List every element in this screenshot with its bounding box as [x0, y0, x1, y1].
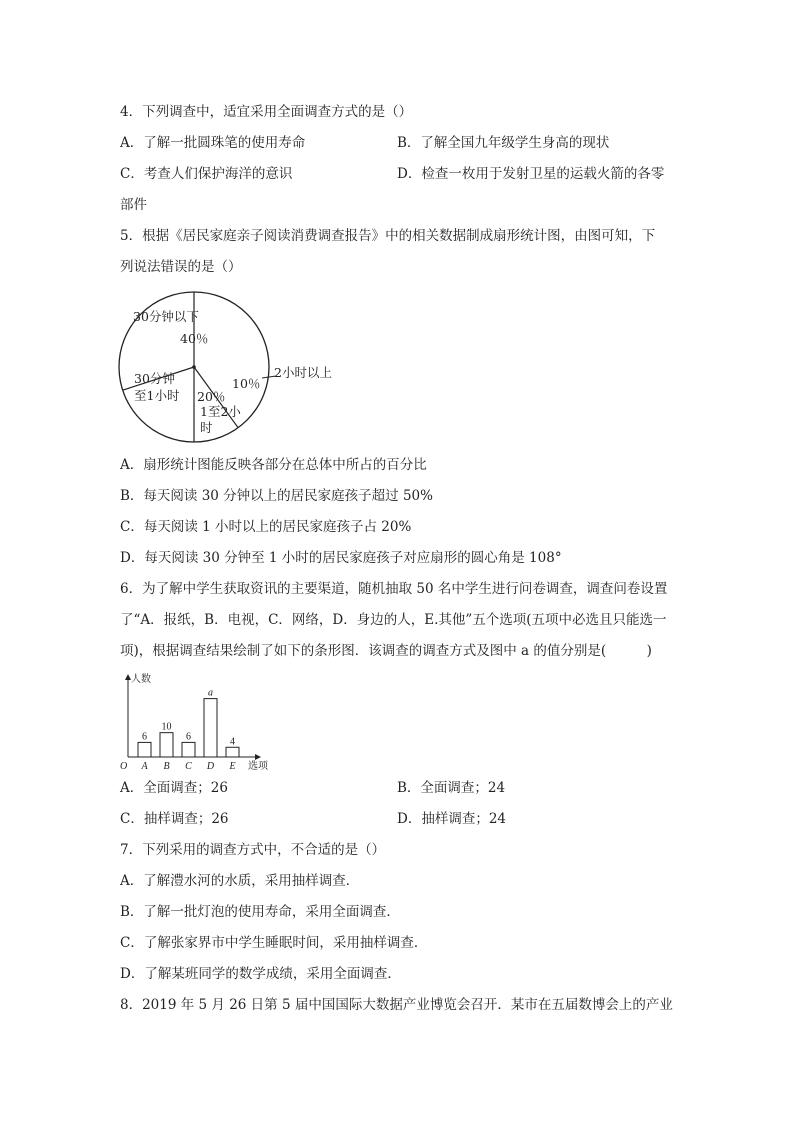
bar-C — [182, 742, 195, 757]
q7-option-d: D．了解某班同学的数学成绩，采用全面调查． — [120, 966, 401, 982]
q5-option-b: B．每天阅读 30 分钟以上的居民家庭孩子超过 50% — [120, 488, 433, 504]
q6-option-b: B．全面调查；24 — [397, 780, 506, 796]
pie-center-dot — [192, 365, 196, 369]
bar-category-label-E: E — [229, 761, 236, 772]
q6-option-d: D．抽样调查；24 — [397, 811, 507, 827]
q4-stem: 4．下列调查中，适宜采用全面调查方式的是（） — [120, 104, 413, 120]
q8-stem: 8．2019 年 5 月 26 日第 5 届中国国际大数据产业博览会召开．某市在五届数博会上的产业 — [120, 997, 673, 1013]
pie-label-30to1-line2: 至1小时 — [134, 388, 180, 403]
q5-option-c: C．每天阅读 1 小时以上的居民家庭孩子占 20% — [120, 519, 412, 535]
q5-stem-line1: 5．根据《居民家庭亲子阅读消费调查报告》中的相关数据制成扇形统计图，由图可知，下 — [120, 228, 656, 244]
pie-label-1to2-pct: 20％ — [197, 389, 226, 404]
pie-label-1to2-line2: 时 — [200, 420, 213, 435]
bar-chart — [118, 668, 278, 774]
q6-option-a: A．全面调查；26 — [120, 780, 228, 796]
q5-option-d: D．每天阅读 30 分钟至 1 小时的居民家庭孩子对应扇形的圆心角是 108° — [120, 550, 562, 566]
bar-category-label-A: A — [141, 761, 148, 772]
q4-option-c: C．考查人们保护海洋的意识 — [120, 166, 293, 182]
q7-option-c: C．了解张家界市中学生睡眠时间，采用抽样调查． — [120, 935, 428, 951]
bar-category-label-D: D — [206, 761, 215, 772]
bar-value-label-D: a — [208, 687, 213, 699]
q7-option-b: B．了解一批灯泡的使用寿命，采用全面调查． — [120, 904, 400, 920]
q7-option-a: A．了解澧水河的水质，采用抽样调查． — [120, 873, 360, 889]
q6-option-c: C．抽样调查；26 — [120, 811, 229, 827]
pie-label-lt30-pct: 40％ — [180, 331, 209, 346]
pie-label-gt2-pct: 10％ — [232, 376, 261, 391]
pie-label-30to1-line1: 30分钟 — [134, 371, 175, 386]
bar-value-label-E: 4 — [230, 736, 235, 748]
bar-value-label-B: 10 — [161, 721, 172, 733]
q6-stem-line3: 项)，根据调查结果绘制了如下的条形图．该调查的调查方式及图中 a 的值分别是( ) — [120, 643, 652, 659]
pie-chart — [112, 290, 352, 450]
pie-label-1to2-line1: 1至2小 — [200, 404, 241, 419]
bar-value-label-A: 6 — [142, 731, 147, 743]
q6-stem-line1: 6．为了解中学生获取资讯的主要渠道，随机抽取 50 名中学生进行问卷调查，调查问卷设置 — [120, 581, 668, 597]
q4-option-d-cont: 部件 — [120, 197, 147, 213]
bar-value-label-C: 6 — [186, 731, 191, 743]
bar-origin-label: O — [120, 761, 128, 772]
q6-stem-line2: 了“A．报纸，B．电视，C．网络，D．身边的人，E.其他”五个选项(五项中必选且只能选一 — [120, 612, 667, 628]
bar-D — [204, 699, 217, 757]
bar-category-label-B: B — [163, 761, 170, 772]
q4-option-d: D．检查一枚用于发射卫星的运载火箭的各零 — [397, 166, 665, 182]
q7-stem: 7．下列采用的调查方式中，不合适的是（） — [120, 842, 386, 858]
pie-label-gt2: 2小时以上 — [274, 365, 332, 380]
pie-label-lt30: 30分钟以下 — [133, 309, 199, 324]
bar-xlabel: 选项 — [248, 761, 268, 772]
q4-option-b: B．了解全国九年级学生身高的现状 — [397, 135, 610, 151]
q5-stem-line2: 列说法错误的是（） — [120, 259, 242, 275]
q4-option-a: A．了解一批圆珠笔的使用寿命 — [120, 135, 306, 151]
bar-B — [160, 733, 173, 757]
bar-A — [138, 742, 151, 757]
bar-ylabel: 人数 — [131, 674, 151, 685]
q5-option-a: A．扇形统计图能反映各部分在总体中所占的百分比 — [120, 457, 427, 473]
bar-category-label-C: C — [185, 761, 192, 772]
bar-E — [226, 747, 239, 757]
